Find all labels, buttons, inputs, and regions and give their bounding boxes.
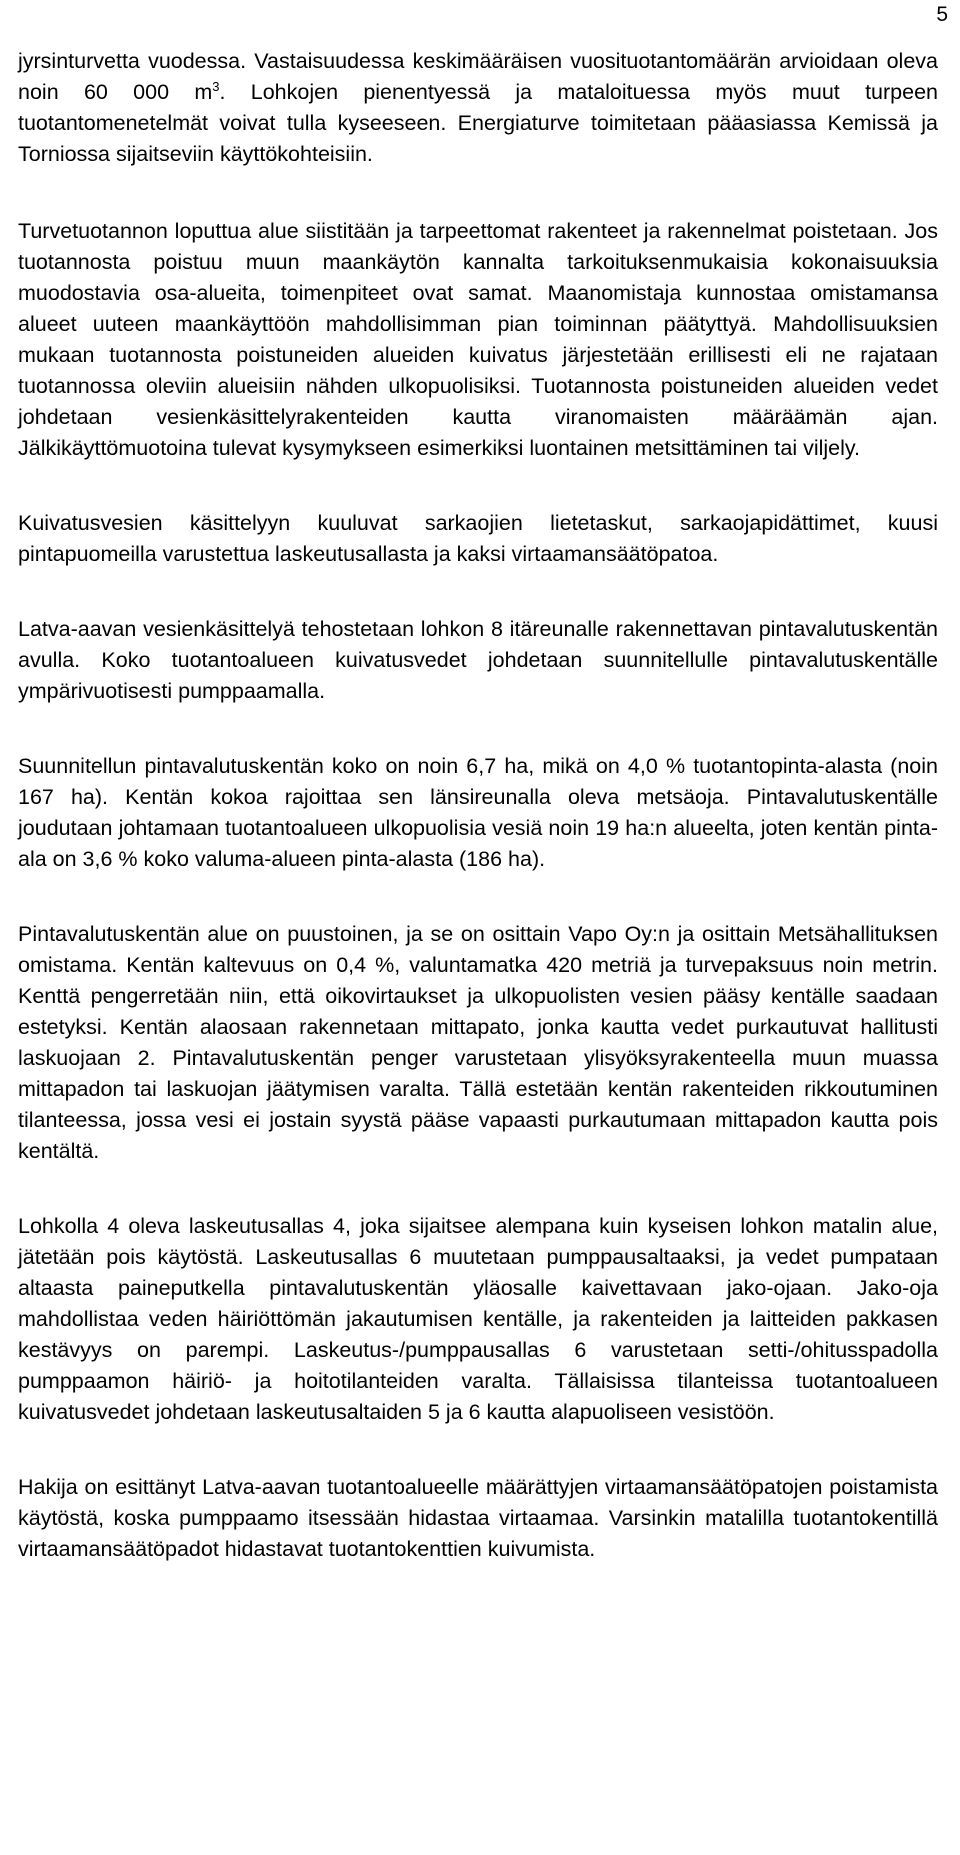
paragraph-overland-flow-field: Latva-aavan vesienkäsittelyä tehostetaan lohkon 8 itäreunalle rakennettavan pintavalutuskentän avulla. Koko tuotantoalueen kuivatusvedet johdetaan suunnitellulle pintavalutuskentälle ympärivuotisesti pumppaamalla. — [18, 617, 938, 703]
paragraph-peat-production — [18, 46, 938, 170]
paragraph-text: jyrsinturvetta vuodessa. Vastaisuudessa keskimääräisen vuosituotantomäärän arvioidaan oleva noin 60 000 m — [18, 49, 938, 104]
cubic-superscript: 3 — [212, 79, 220, 94]
paragraph-after-use: Turvetuotannon loputtua alue siistitään ja tarpeettomat rakenteet ja rakennelmat poistetaan. Jos tuotannosta poistuu muun maankäytön kannalta tarkoituksenmukaisia kokonaisuuksia muodostavia osa-alueita, toimenpiteet ovat samat. Maanomistaja kunnostaa omistamansa alueet uuteen maankäyttöön mahdollisimman pian toiminnan päätyttyä. Mahdollisuuksien mukaan tuotannosta poistuneiden alueiden kuivatus järjestetään erillisesti eli ne rajataan tuotannossa oleviin alueisiin nähden ulkopuolisiksi. Tuotannosta poistuneiden alueiden vedet johdetaan vesienkäsittelyrakenteiden kautta viranomaisten määräämän ajan. Jälkikäyttömuotoina tulevat kysymykseen esimerkiksi luontainen metsittäminen tai viljely. — [18, 219, 938, 460]
paragraph-flow-control-dams: Hakija on esittänyt Latva-aavan tuotantoalueelle määrättyjen virtaamansäätöpatojen poistamista käytöstä, koska pumppaamo itsessään hidastaa virtaamaa. Varsinkin matalilla tuotantokentillä virtaamansäätöpadot hidastavat tuotantokenttien kuivumista. — [18, 1475, 938, 1561]
page-number: 5 — [936, 3, 948, 26]
paragraph-text: . Lohkojen pienentyessä ja mataloituessa myös muut turpeen tuotantomenetelmät voivat tulla kyseeseen. Energiaturve toimitetaan pääasiassa Kemissä ja Torniossa sijaitseviin käyttökohteisiin. — [18, 80, 938, 166]
paragraph-pumping-arrangement: Lohkolla 4 oleva laskeutusallas 4, joka sijaitsee alempana kuin kyseisen lohkon matalin alue, jätetään pois käytöstä. Laskeutusallas 6 muutetaan pumppausaltaaksi, ja vedet pumpataan altaasta paineputkella pintavalutuskentän yläosalle kaivettavaan jako-ojaan. Jako-oja mahdollistaa veden häiriöttömän jakautumisen kentälle, ja rakenteiden ja laitteiden pakkasen kestävyys on parempi. Laskeutus-/pumppausallas 6 varustetaan setti-/ohitusspadolla pumppaamon häiriö- ja hoitotilanteiden varalta. Tällaisissa tilanteissa tuotantoalueen kuivatusvedet johdetaan laskeutusaltaiden 5 ja 6 kautta alapuoliseen vesistöön. — [18, 1214, 938, 1424]
paragraph-field-construction: Pintavalutuskentän alue on puustoinen, ja se on osittain Vapo Oy:n ja osittain Metsähallituksen omistama. Kentän kaltevuus on 0,4 %, valuntamatka 420 metriä ja turvepaksuus noin metrin. Kenttä pengerretään niin, että oikovirtaukset ja ulkopuolisten vesien pääsy kentälle saadaan estetyksi. Kentän alaosaan rakennetaan mittapato, jonka kautta vedet purkautuvat hallitusti laskuojaan 2. Pintavalutuskentän penger varustetaan ylisyöksyrakenteella muun muassa mittapadon tai laskuojan jäätymisen varalta. Tällä estetään kentän rakenteiden rikkoutuminen tilanteessa, jossa vesi ei jostain syystä pääse vapaasti purkautumaan mittapadon kautta pois kentältä. — [18, 922, 938, 1163]
document-body — [18, 46, 938, 1609]
paragraph-field-size: Suunnitellun pintavalutuskentän koko on noin 6,7 ha, mikä on 4,0 % tuotantopinta-alasta (noin 167 ha). Kentän kokoa rajoittaa sen länsireunalla oleva metsäoja. Pintavalutuskentälle joudutaan johtamaan tuotantoalueen ulkopuolisia vesiä noin 19 ha:n alueelta, joten kentän pinta-ala on 3,6 % koko valuma-alueen pinta-alasta (186 ha). — [18, 754, 938, 871]
paragraph-drainage-water-treatment: Kuivatusvesien käsittelyyn kuuluvat sarkaojien lietetaskut, sarkaojapidättimet, kuusi pintapuomeilla varustettua laskeutusallasta ja kaksi virtaamansäätöpatoa. — [18, 511, 938, 566]
